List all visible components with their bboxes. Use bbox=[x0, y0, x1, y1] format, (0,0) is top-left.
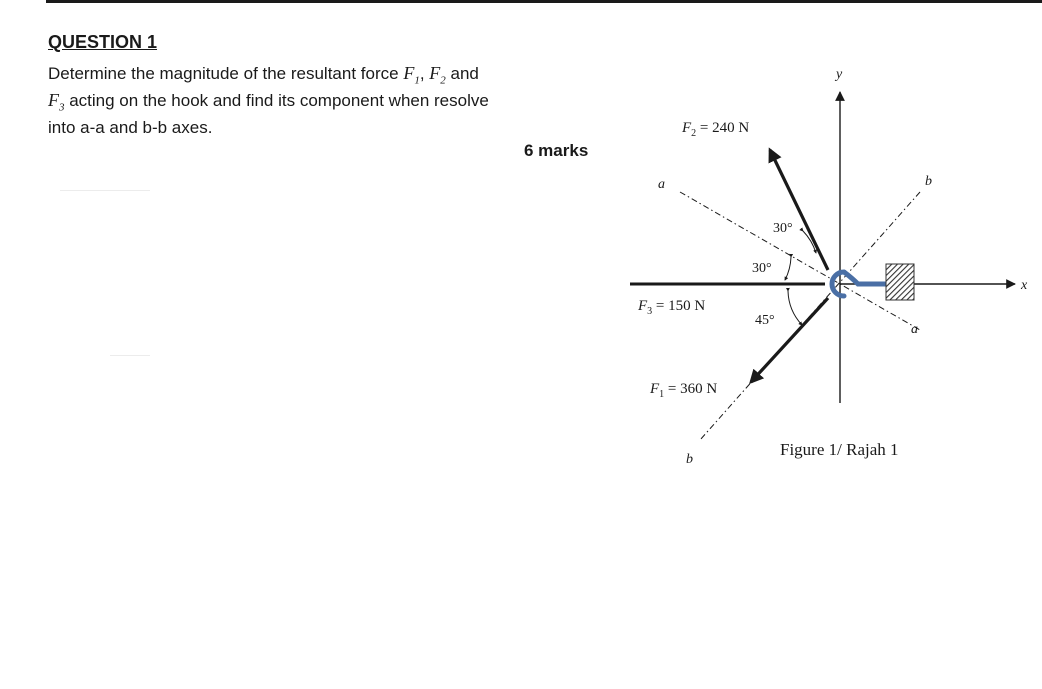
a-lower-label: a bbox=[911, 322, 918, 337]
y-axis-label: y bbox=[836, 67, 843, 82]
f2-symbol: $F_2$ bbox=[429, 63, 446, 87]
b-lower-label: b bbox=[686, 452, 693, 467]
f3-symbol: $F_3$ bbox=[48, 90, 65, 114]
wall-support bbox=[886, 264, 914, 300]
f1-symbol: $F_1$ bbox=[403, 63, 420, 87]
a-upper-label: a bbox=[658, 177, 665, 192]
x-axis-label: x bbox=[1021, 278, 1028, 293]
question-line1: Determine the magnitude of the resultant force bbox=[48, 64, 404, 83]
question-heading: QUESTION 1 bbox=[48, 32, 158, 52]
force-f3-label: $F_3 = 150$ N bbox=[638, 298, 706, 317]
angle-label-f2-a: 30° bbox=[773, 221, 793, 236]
scan-mark bbox=[60, 190, 150, 191]
top-rule bbox=[46, 0, 1042, 3]
force-f1-label: $F_1 = 360$ N bbox=[650, 381, 718, 400]
force-f2-label: $F_2 = 240$ N bbox=[682, 120, 750, 139]
question-line2: acting on the hook and find its component when resolve bbox=[64, 91, 489, 110]
angle-arc-a-x bbox=[785, 257, 791, 280]
figure-caption: Figure 1/ Rajah 1 bbox=[780, 440, 899, 459]
scan-mark bbox=[110, 355, 150, 356]
force-f2-arrow bbox=[770, 150, 828, 270]
angle-label-a-x: 30° bbox=[752, 261, 772, 276]
angle-label-x-f1: 45° bbox=[755, 313, 775, 328]
force-f1-arrow bbox=[751, 298, 828, 382]
angle-arc-x-f1 bbox=[788, 291, 802, 325]
question-line3: into a-a and b-b axes. bbox=[48, 118, 213, 137]
b-upper-label: b bbox=[925, 174, 932, 189]
question-text: Determine the magnitude of the resultant force $F_1$, $F_2$ and $F_3$ acting on the hook and find its component when resolve into a-a and b-b axes. bbox=[48, 63, 489, 137]
marks-label: 6 marks bbox=[524, 141, 589, 160]
hook-shank bbox=[844, 272, 888, 284]
